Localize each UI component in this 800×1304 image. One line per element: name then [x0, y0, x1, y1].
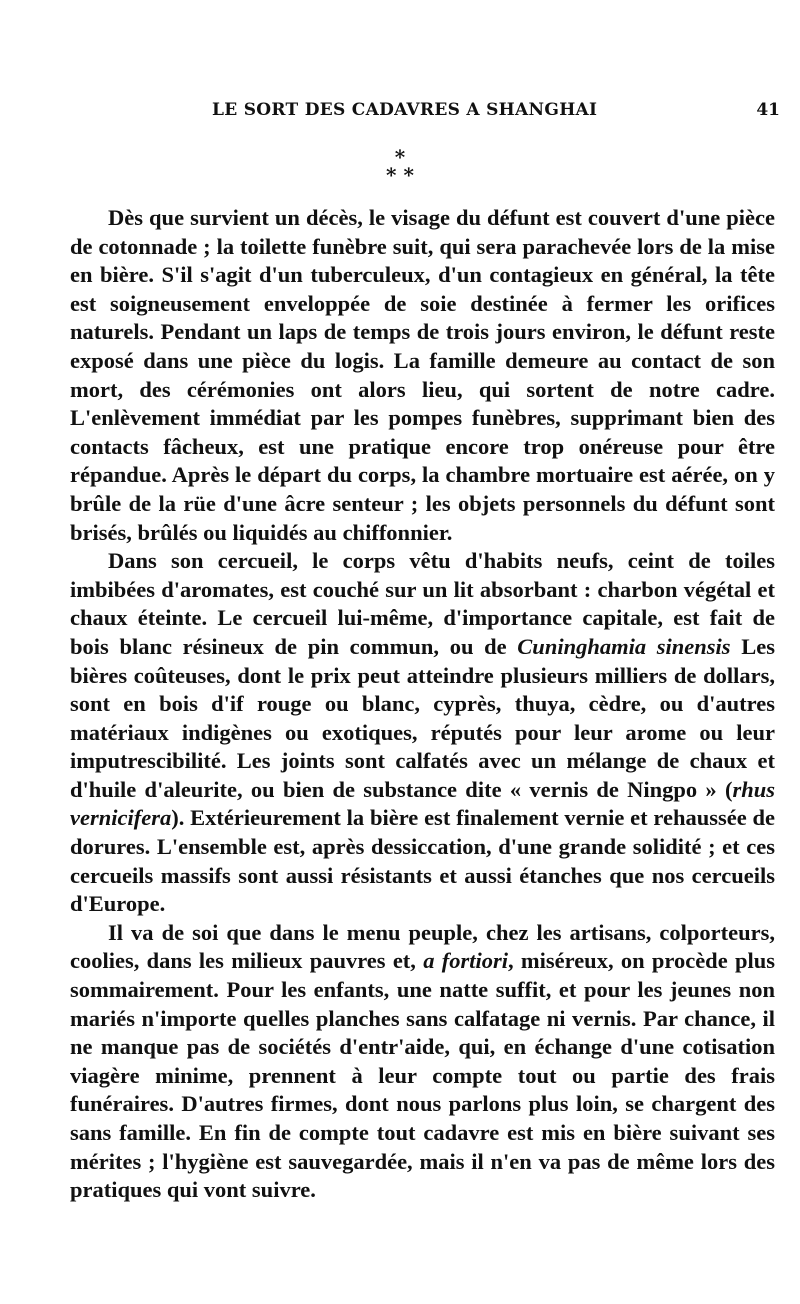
paragraph-3-part-b: , miséreux, on procède plus sommairement. Pour les enfants, une natte suffit, et pour les jeunes non mariés n'importe quelles planches sans calfatage ni vernis. Par chance, il ne manque pas de sociétés d'entr'aide, qui, en échange d'une cotisation viagère minime, prennent à leur compte tout ou partie des frais funéraires. D'autres firmes, dont nous parlons plus loin, se chargent des sans famille. En fin de compte tout cadavre est mis en bière suivant ses mérites ; l'hygiène est sauvegardée, mais il n'en va pas de même lors des pratiques qui vont suivre.: [70, 948, 775, 1203]
page-number: 41: [756, 100, 780, 120]
running-title: LE SORT DES CADAVRES A SHANGHAI: [212, 100, 598, 120]
page-header: [0, 100, 800, 130]
paragraph-2-part-c: ). Extérieurement la bière est finalement vernie et rehaussée de dorures. L'ensemble est, après dessiccation, d'une grande solidité ; et ces cercueils massifs sont aussi résistants et aussi étanches que nos cercueils d'Europe.: [70, 805, 775, 917]
separator-bottom: * *: [386, 163, 414, 187]
section-separator: [0, 145, 800, 187]
species-name-italic: Cuninghamia sinensis: [517, 633, 731, 659]
separator-top: *: [394, 145, 406, 169]
species-name-italic-2: rhus vernicifera: [70, 776, 775, 831]
paragraph-2-part-a: Dans son cercueil, le corps vêtu d'habits neufs, ceint de toiles imbibées d'aromates, est couché sur un lit absorbant : charbon végétal et chaux éteinte. Le cercueil lui-même, d'importance capitale, est fait de bois blanc résineux de pin commun, ou de: [70, 548, 775, 659]
paragraph-3: [70, 919, 775, 1205]
paragraph-2-part-b: Les bières coûteuses, dont le prix peut atteindre plusieurs milliers de dollars, sont en bois d'if rouge ou blanc, cyprès, thuya, cèdre, ou d'autres matériaux indigènes ou exotiques, réputés pour leur arome ou leur imputrescibilité. Les joints sont calfatés avec un mélange de chaux et d'huile d'aleurite, ou bien de substance dite « vernis de Ningpo » (: [70, 633, 775, 802]
latin-phrase-italic: a fortiori: [423, 948, 508, 974]
body-text: [70, 204, 775, 1205]
paragraph-2: [70, 547, 775, 919]
paragraph-3-part-a: Il va de soi que dans le menu peuple, chez les artisans, colporteurs, coolies, dans les milieux pauvres et,: [70, 919, 775, 974]
paragraph-1: Dès que survient un décès, le visage du défunt est couvert d'une pièce de cotonnade ; la toilette funèbre suit, qui sera parachevée lors de la mise en bière. S'il s'agit d'un tuberculeux, d'un contagieux en général, la tête est soigneusement enveloppée de soie destinée à fermer les orifices naturels. Pendant un laps de temps de trois jours environ, le défunt reste exposé dans une pièce du logis. La famille demeure au contact de son mort, des cérémonies ont alors lieu, qui sortent de notre cadre. L'enlèvement immédiat par les pompes funèbres, supprimant bien des contacts fâcheux, est une pratique encore trop onéreuse pour être répandue. Après le départ du corps, la chambre mortuaire est aérée, on y brûle de la rüe d'une âcre senteur ; les objets personnels du défunt sont brisés, brûlés ou liquidés au chiffonnier.: [70, 205, 775, 545]
